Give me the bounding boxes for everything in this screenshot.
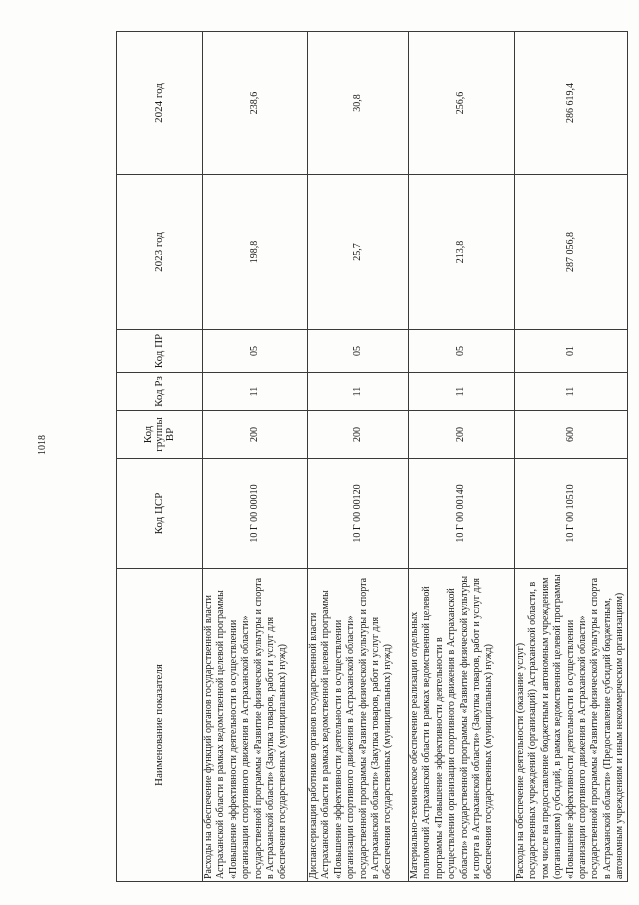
cell-2023: 198,8 <box>203 175 308 330</box>
cell-pr: 05 <box>409 330 515 373</box>
table-row <box>203 32 308 882</box>
cell-pr: 01 <box>515 330 628 373</box>
table-row <box>409 32 515 882</box>
table-row <box>515 32 628 882</box>
cell-rz: 11 <box>203 373 308 411</box>
cell-rz: 11 <box>308 373 409 411</box>
cell-2024: 256,6 <box>409 32 515 175</box>
cell-vr: 200 <box>409 411 515 459</box>
cell-name: Материально-техническое обеспечение реализации отдельных полномочий Астраханской области в рамках ведомственной целевой программы «Повышение эффективности деятельности в осуществлении организации спортивного движения в Астраханской области» государственной программы «Развитие физической культуры и спорта в Астраханской области» (Закупка товаров, работ и услуг для обеспечения государственных (муниципальных) нужд) <box>409 569 515 882</box>
cell-csr: 10 Г 00 00140 <box>409 459 515 569</box>
header-2023: 2023 год <box>117 175 203 330</box>
header-name: Наименование показателя <box>117 569 203 882</box>
table-header-row <box>117 32 203 882</box>
cell-2024: 286 619,4 <box>515 32 628 175</box>
header-2024: 2024 год <box>117 32 203 175</box>
rotated-content <box>116 32 624 882</box>
cell-csr: 10 Г 00 10510 <box>515 459 628 569</box>
budget-table <box>116 31 628 882</box>
header-vr: Код группы ВР <box>117 411 203 459</box>
cell-vr: 200 <box>203 411 308 459</box>
cell-2024: 238,6 <box>203 32 308 175</box>
header-csr: Код ЦСР <box>117 459 203 569</box>
cell-csr: 10 Г 00 00010 <box>203 459 308 569</box>
cell-2023: 25,7 <box>308 175 409 330</box>
page-number: 1018 <box>37 435 48 455</box>
cell-2023: 213,8 <box>409 175 515 330</box>
table-row <box>308 32 409 882</box>
rotated-page <box>116 32 624 882</box>
cell-2023: 287 056,8 <box>515 175 628 330</box>
cell-rz: 11 <box>515 373 628 411</box>
cell-pr: 05 <box>308 330 409 373</box>
cell-rz: 11 <box>409 373 515 411</box>
cell-vr: 200 <box>308 411 409 459</box>
cell-csr: 10 Г 00 00120 <box>308 459 409 569</box>
cell-2024: 30,8 <box>308 32 409 175</box>
header-pr: Код ПР <box>117 330 203 373</box>
cell-name: Расходы на обеспечение функций органов государственной власти Астраханской области в рамках ведомственной целевой программы «Повышение эффективности деятельности в осуществлении организации спортивного движения в Астраханской области» государственной программы «Развитие физической культуры и спорта в Астраханской области» (Закупка товаров, работ и услуг для обеспечения государственных (муниципальных) нужд) <box>203 569 308 882</box>
cell-pr: 05 <box>203 330 308 373</box>
cell-vr: 600 <box>515 411 628 459</box>
cell-name: Расходы на обеспечение деятельности (оказание услуг) государственных учреждений (организаций) Астраханской области, в том числе на предоставление бюджетным и автономным учреждениям (организациям) субсидий, в рамках ведомственной целевой программы «Повышение эффективности деятельности в осуществлении организации спортивного движения в Астраханской области» государственной программы «Развитие физической культуры и спорта в Астраханской области» (Предоставление субсидий бюджетным, автономным учреждениям и иным некоммерческим организациям) <box>515 569 628 882</box>
cell-name: Диспансеризация работников органов государственной власти Астраханской области в рамках ведомственной целевой программы «Повышение эффективности деятельности в осуществлении организации спортивного движения в Астраханской области» государственной программы «Развитие физической культуры и спорта в Астраханской области» (Закупка товаров, работ и услуг для обеспечения государственных (муниципальных) нужд) <box>308 569 409 882</box>
header-rz: Код Рз <box>117 373 203 411</box>
